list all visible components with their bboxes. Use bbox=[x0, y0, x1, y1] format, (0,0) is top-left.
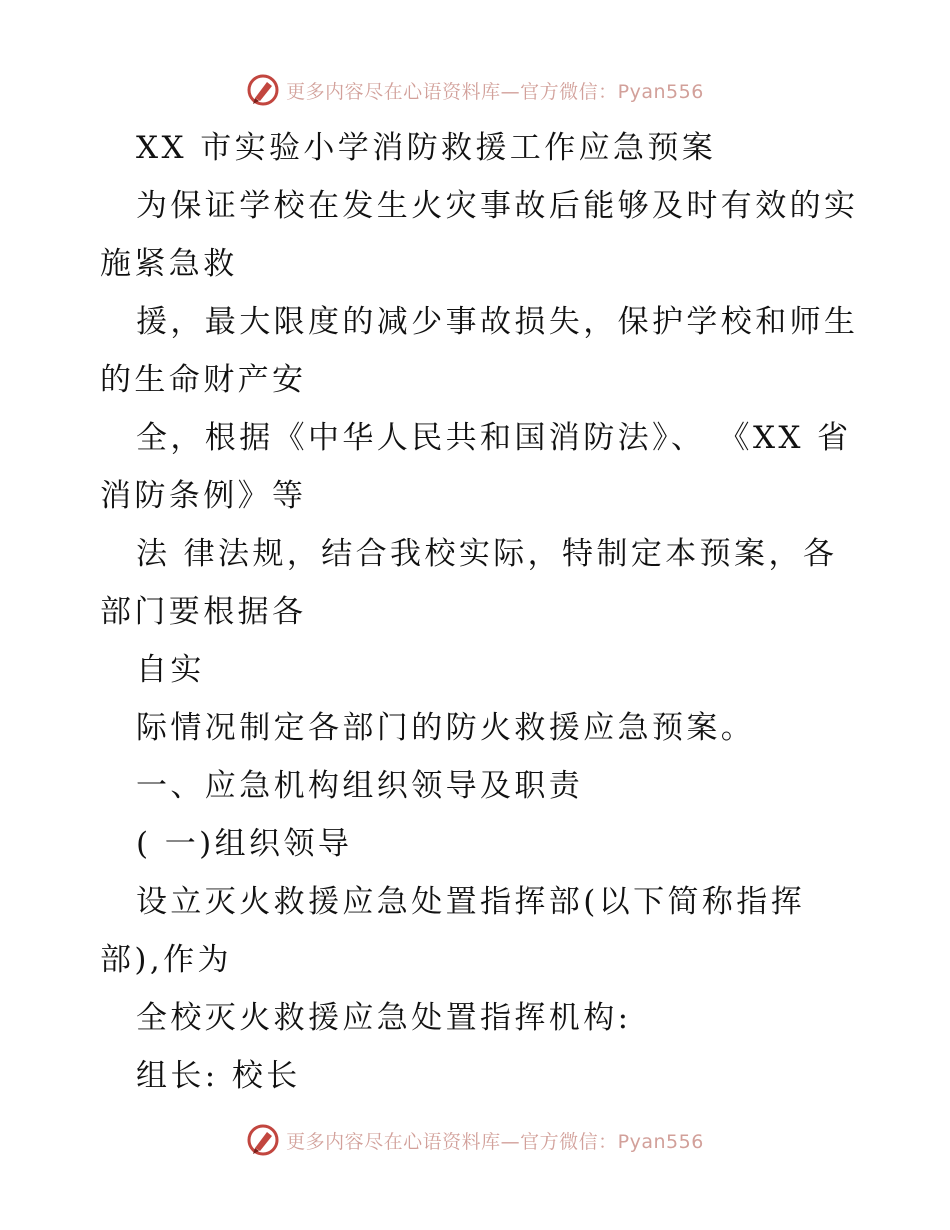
paragraph-line: 自实 bbox=[136, 652, 205, 688]
paragraph-line: 全，根据《中华人民共和国消防法》、 《XX 省 bbox=[136, 420, 852, 456]
pen-logo-icon bbox=[246, 1123, 280, 1157]
header-watermark-text: 更多内容尽在心语资料库—官方微信：Pyan556 bbox=[286, 80, 704, 103]
paragraph-line: 部门要根据各 bbox=[100, 594, 307, 630]
paragraph-line: 施紧急救 bbox=[100, 246, 238, 282]
paragraph-line: 的生命财产安 bbox=[100, 362, 307, 398]
paragraph-line: 为保证学校在发生火灾事故后能够及时有效的实 bbox=[136, 188, 859, 224]
paragraph-line: 法 律法规，结合我校实际，特制定本预案，各 bbox=[136, 536, 838, 572]
paragraph-line: 部),作为 bbox=[100, 942, 232, 978]
pen-logo-icon bbox=[246, 73, 280, 107]
subsection-heading: ( 一)组织领导 bbox=[136, 826, 353, 862]
paragraph-line: 全校灭火救援应急处置指挥机构: bbox=[136, 1000, 632, 1036]
paragraph-line: 设立灭火救援应急处置指挥部(以下简称指挥 bbox=[136, 884, 806, 920]
document-title: XX 市实验小学消防救援工作应急预案 bbox=[136, 130, 717, 166]
paragraph-line: 组长: 校长 bbox=[136, 1058, 301, 1094]
paragraph-line: 援，最大限度的减少事故损失，保护学校和师生 bbox=[136, 304, 859, 340]
footer-watermark-text: 更多内容尽在心语资料库—官方微信：Pyan556 bbox=[286, 1130, 704, 1153]
paragraph-line: 际情况制定各部门的防火救援应急预案。 bbox=[136, 710, 756, 746]
section-heading: 一、应急机构组织领导及职责 bbox=[136, 768, 584, 804]
header-watermark-banner bbox=[0, 70, 950, 110]
footer-watermark-banner bbox=[0, 1120, 950, 1160]
paragraph-line: 消防条例》等 bbox=[100, 478, 307, 514]
